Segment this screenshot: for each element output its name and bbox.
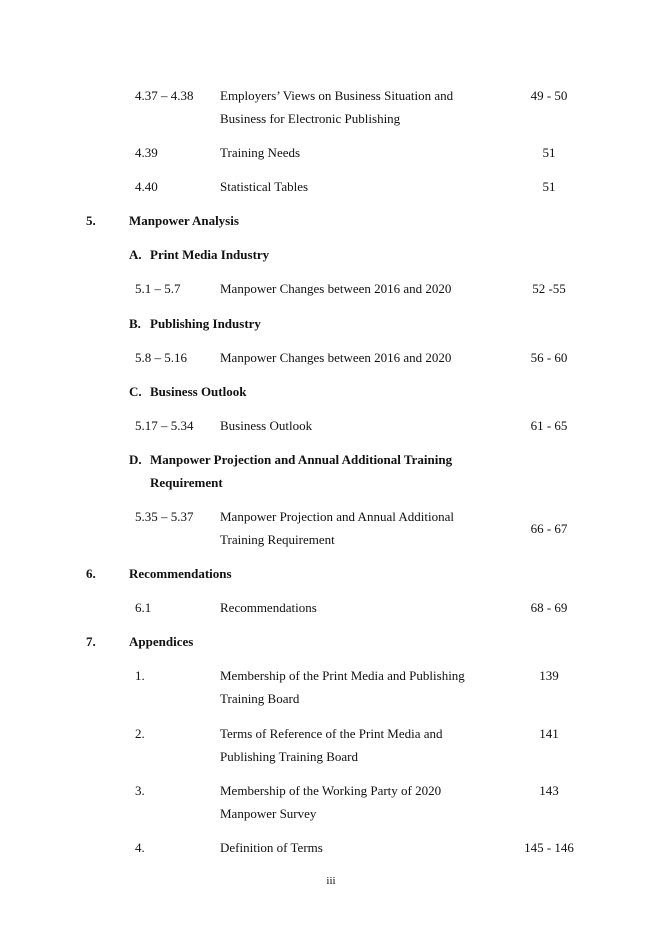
entry-pages: 51 [542,179,556,194]
section-number: 7. [86,634,96,649]
appendix-ref: 1. [135,668,145,683]
section-number: 6. [86,566,96,581]
subsection-title-line2: Requirement [150,475,223,490]
entry-ref: 6.1 [135,600,152,615]
appendix-title-line1: Terms of Reference of the Print Media and [220,726,443,741]
entry-title: Manpower Changes between 2016 and 2020 [220,281,452,296]
appendix-title-line2: Publishing Training Board [220,749,358,764]
section-title: Recommendations [129,566,232,581]
subsection-label: A. [129,247,142,262]
entry-title: Statistical Tables [220,179,309,194]
entry-ref: 5.8 – 5.16 [135,350,187,365]
appendix-pages: 141 [539,726,559,741]
appendix-title-line2: Training Board [220,691,300,706]
entry-pages: 68 - 69 [530,600,568,615]
appendix-pages: 145 - 146 [524,840,574,855]
appendix-pages: 139 [539,668,559,683]
entry-ref: 4.39 [135,145,158,160]
entry-ref: 5.35 – 5.37 [135,509,194,524]
entry-pages: 61 - 65 [530,418,568,433]
entry-pages: 56 - 60 [530,350,568,365]
page-number: iii [326,875,336,887]
subsection-title: Business Outlook [150,384,247,399]
appendix-title-line2: Manpower Survey [220,806,317,821]
entry-title: Training Needs [220,145,301,160]
entry-pages: 66 - 67 [530,521,568,536]
subsection-title: Print Media Industry [150,247,270,262]
appendix-title: Definition of Terms [220,840,323,855]
entry-title-line1: Manpower Projection and Annual Additional [220,509,454,524]
appendix-ref: 4. [135,840,145,855]
subsection-label: D. [129,452,142,467]
entry-title-line2: Training Requirement [220,532,335,547]
appendix-title-line1: Membership of the Print Media and Publishing [220,668,465,683]
appendix-pages: 143 [539,783,559,798]
entry-pages: 52 -55 [532,281,566,296]
entry-title-line2: Business for Electronic Publishing [220,111,401,126]
entry-pages: 49 - 50 [530,88,568,103]
subsection-label: C. [129,384,142,399]
section-number: 5. [86,213,96,228]
entry-title-line1: Employers’ Views on Business Situation and [220,88,454,103]
subsection-label: B. [129,316,141,331]
appendix-title-line1: Membership of the Working Party of 2020 [220,783,442,798]
section-title: Manpower Analysis [129,213,239,228]
appendix-ref: 3. [135,783,145,798]
entry-title: Business Outlook [220,418,313,433]
entry-pages: 51 [542,145,556,160]
entry-ref: 4.37 – 4.38 [135,88,194,103]
entry-ref: 5.1 – 5.7 [135,281,181,296]
subsection-title-line1: Manpower Projection and Annual Additional Training [150,452,453,467]
subsection-title: Publishing Industry [150,316,261,331]
entry-ref: 4.40 [135,179,158,194]
appendix-ref: 2. [135,726,145,741]
entry-title: Recommendations [220,600,317,615]
entry-ref: 5.17 – 5.34 [135,418,194,433]
entry-title: Manpower Changes between 2016 and 2020 [220,350,452,365]
section-title: Appendices [129,634,194,649]
